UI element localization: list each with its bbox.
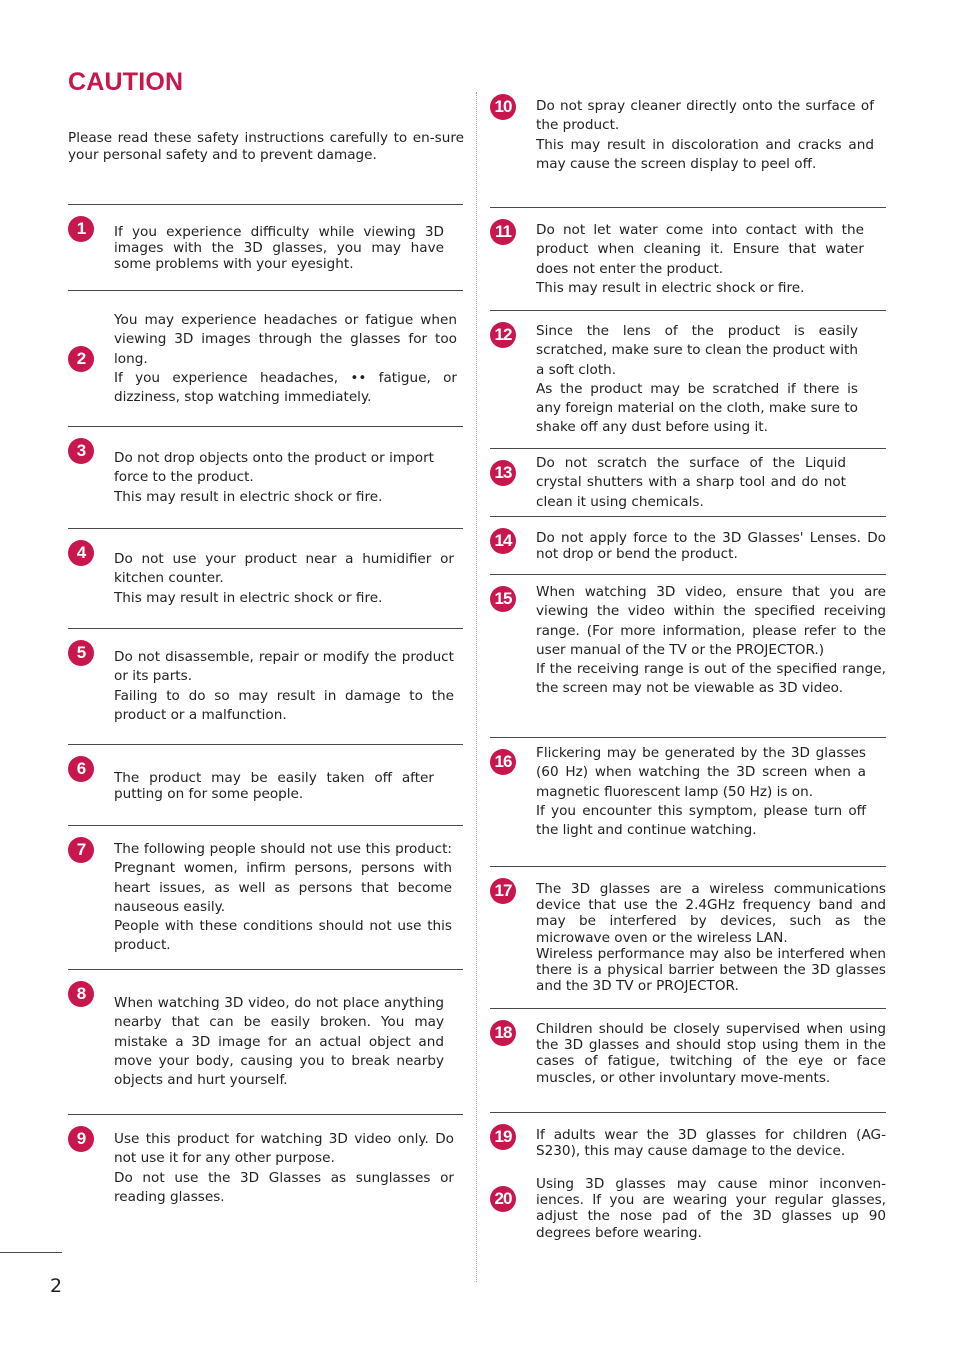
caution-text: Do not let water come into contact with the product when cleaning it. Ensure that water does not enter the product. This may result in electric shock or fire. [536,222,864,296]
number-badge-icon: 8 [68,981,94,1007]
caution-text: Do not spray cleaner directly onto the surface of the product. This may result in discoloration and cracks and may cause the screen display to peel off. [536,98,874,172]
divider [490,448,886,449]
page-title: CAUTION [68,68,184,96]
divider [490,310,886,311]
caution-text: Do not drop objects onto the product or import force to the product. This may result in electric shock or fire. [114,450,434,505]
number-badge-icon: 7 [68,837,94,863]
caution-text: Flickering may be generated by the 3D glasses (60 Hz) when watching the 3D screen when a magnetic fluorescent lamp (50 Hz) is on. If you encounter this symptom, please turn off the light and continue watching. [536,745,866,839]
number-badge-icon: 4 [68,540,94,566]
number-badge-icon: 2 [68,346,94,372]
caution-text: You may experience headaches or fatigue when viewing 3D images through the glasses for too long. If you experience headaches, •• fatigue, or dizziness, stop watching immediately. [114,312,457,406]
number-badge-icon: 16 [490,749,516,775]
number-badge-icon: 12 [490,322,516,348]
caution-text: If adults wear the 3D glasses for children (AG-S230), this may cause damage to the device. [536,1127,886,1160]
number-badge-icon: 13 [490,460,516,486]
divider [68,969,463,970]
number-badge-icon: 3 [68,438,94,464]
caution-text: When watching 3D video, ensure that you are viewing the video within the specified receiving range. (For more information, please refer to the user manual of the TV or the PROJECTOR.) If the receiving range is out of the specified range, the screen may not be viewable as 3D video. [536,584,886,697]
number-badge-icon: 10 [490,94,516,120]
caution-text: Children should be closely supervised when using the 3D glasses and should stop using them in the cases of fatigue, twitching of the eye or face muscles, or other involuntary move-ments. [536,1021,886,1086]
divider [68,528,463,529]
divider [490,737,886,738]
number-badge-icon: 1 [68,216,94,242]
caution-text: If you experience difficulty while viewing 3D images with the 3D glasses, you may have some problems with your eyesight. [114,224,444,273]
divider [68,204,463,205]
divider [490,1112,886,1113]
number-badge-icon: 17 [490,878,516,904]
column-divider [476,92,477,1282]
caution-text: Since the lens of the product is easily scratched, make sure to clean the product with a soft cloth. As the product may be scratched if there is any foreign material on the cloth, make sure to shake off any dust before using it. [536,323,858,436]
caution-text: The following people should not use this product: Pregnant women, infirm persons, persons with heart issues, as well as persons that become nauseous easily. People with these conditions should not use this product. [114,841,452,954]
page-number-rule [0,1252,62,1253]
number-badge-icon: 15 [490,586,516,612]
caution-text: Do not scratch the surface of the Liquid crystal shutters with a sharp tool and do not clean it using chemicals. [536,455,846,510]
divider [68,825,463,826]
caution-text: Do not apply force to the 3D Glasses' Lenses. Do not drop or bend the product. [536,530,886,563]
divider [490,207,886,208]
number-badge-icon: 6 [68,756,94,782]
number-badge-icon: 18 [490,1020,516,1046]
page-number: 2 [50,1275,63,1297]
divider [68,426,463,427]
caution-text: When watching 3D video, do not place anything nearby that can be easily broken. You may mistake a 3D image for an actual object and move your body, causing you to break nearby objects and hurt yourself. [114,995,444,1089]
number-badge-icon: 9 [68,1126,94,1152]
divider [490,1008,886,1009]
divider [68,744,463,745]
number-badge-icon: 11 [490,219,516,245]
caution-text: Using 3D glasses may cause minor inconven-iences. If you are wearing your regular glasses, adjust the nose pad of the 3D glasses up 90 degrees before wearing. [536,1176,886,1241]
number-badge-icon: 14 [490,528,516,554]
divider [490,574,886,575]
divider [490,866,886,867]
number-badge-icon: 19 [490,1124,516,1150]
intro-text: Please read these safety instructions carefully to en-sure your personal safety and to prevent damage. [68,130,464,163]
number-badge-icon: 5 [68,640,94,666]
caution-text: The product may be easily taken off after putting on for some people. [114,770,434,803]
caution-text: Do not use your product near a humidifier or kitchen counter. This may result in electric shock or fire. [114,551,454,606]
caution-text: Use this product for watching 3D video only. Do not use it for any other purpose. Do not use the 3D Glasses as sunglasses or reading glasses. [114,1131,454,1205]
divider [68,628,463,629]
divider [490,516,886,517]
caution-text: The 3D glasses are a wireless communications device that use the 2.4GHz frequency band and may be interfered by devices, such as the microwave oven or the wireless LAN. Wireless performance may also be interfered when there is a physical barrier between the 3D glasses and the 3D TV or PROJECTOR. [536,881,886,995]
number-badge-icon: 20 [490,1186,516,1212]
divider [68,1114,463,1115]
divider [68,290,463,291]
caution-text: Do not disassemble, repair or modify the product or its parts. Failing to do so may result in damage to the product or a malfunction. [114,649,454,723]
